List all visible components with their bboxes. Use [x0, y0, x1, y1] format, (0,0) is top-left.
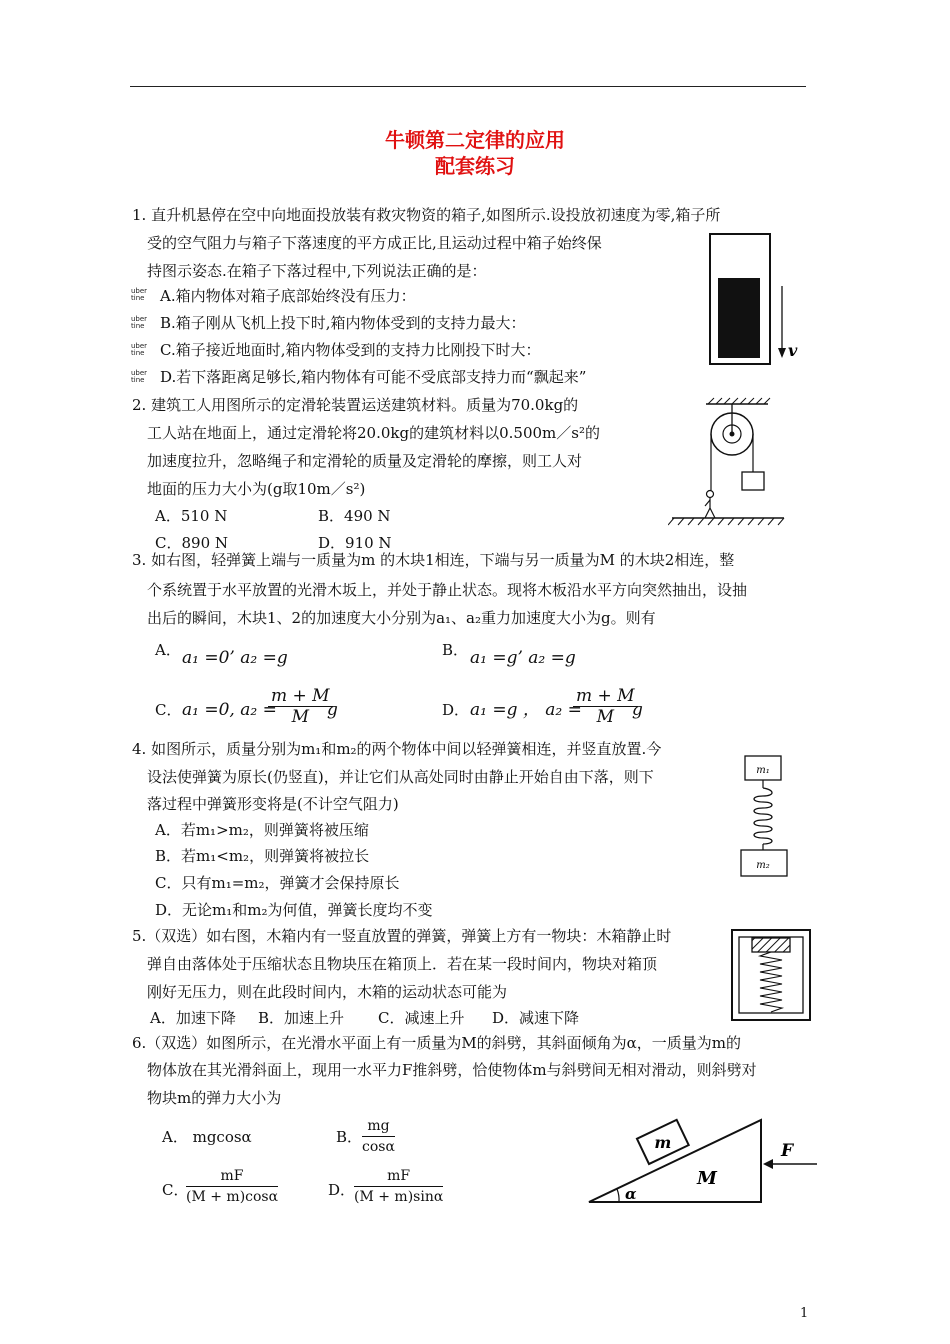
option-marker: uber tine: [131, 287, 148, 302]
q5-line: 5.（双选）如右图，木箱内有一竖直放置的弹簧，弹簧上方有一物块：木箱静止时: [132, 927, 672, 945]
q3-line: 出后的瞬间，木块1、2的加速度大小分别为a₁、a₂重力加速度大小为g。则有: [147, 609, 656, 627]
mass-2-label: m₂: [756, 860, 770, 871]
spring-box-figure: [730, 928, 814, 1024]
option-marker: uber tine: [131, 369, 148, 384]
q3-option-b-expr: a₁ =g’ a₂ =g: [470, 648, 576, 668]
q1-option-b: B.箱子刚从飞机上投下时,箱内物体受到的支持力最大：: [160, 314, 526, 332]
force-label: F: [781, 1141, 794, 1161]
q4-line: 4. 如图所示，质量分别为m₁和m₂的两个物体中间以轻弹簧相连，并竖直放置.今: [132, 740, 662, 758]
q2-line: 地面的压力大小为(g取10m／s²): [147, 480, 366, 498]
q2-line: 工人站在地面上，通过定滑轮将20.0kg的建筑材料以0.500m／s²的: [147, 424, 600, 442]
falling-box-figure: [700, 230, 810, 370]
option-marker: uber tine: [131, 342, 148, 357]
title-line-2: 配套练习: [435, 154, 515, 178]
q5-line: 刚好无压力，则在此段时间内，木箱的运动状态可能为: [147, 983, 508, 1001]
wedge-mass-label: M: [697, 1168, 717, 1189]
q6-line: 物块m的弹力大小为: [147, 1089, 282, 1107]
q3-option-c-expr: a₁ =0, a₂ =: [182, 700, 277, 720]
q3-option-d-fraction: $\frac{m + M}{M}$: [573, 686, 638, 727]
q4-option-c: C．只有m₁=m₂，弹簧才会保持原长: [155, 874, 400, 892]
q2-line: 2. 建筑工人用图所示的定滑轮装置运送建筑材料。质量为70.0kg的: [132, 396, 579, 414]
page-number: 1: [800, 1306, 809, 1321]
velocity-label: v: [788, 341, 798, 360]
q4-option-d: D．无论m₁和m₂为何值，弹簧长度均不变: [155, 901, 433, 919]
q1-line: 受的空气阻力与箱子下落速度的平方成正比,且运动过程中箱子始终保: [147, 234, 602, 252]
q5-option-c: C．减速上升: [378, 1009, 465, 1027]
q1-line: 持图示姿态.在箱子下落过程中,下列说法正确的是：: [147, 262, 487, 280]
header-rule: [130, 86, 806, 87]
q5-option-d: D．减速下降: [492, 1009, 580, 1027]
q6-option-b-fraction: $\frac{mg}{\cos\alpha}$: [362, 1118, 395, 1155]
q6-option-c-label: C．: [162, 1181, 189, 1199]
wedge-figure: [585, 1112, 825, 1208]
q2-option-c: C．890 N: [155, 534, 229, 552]
q3-option-b-label: B．: [442, 641, 469, 659]
block-mass-label: m: [654, 1132, 672, 1152]
q3-option-c-fraction: $\frac{m + M}{M}$: [268, 686, 333, 727]
mass-1-label: m₁: [756, 765, 770, 776]
q2-option-a: A．510 N: [155, 507, 228, 525]
q1-line: 1. 直升机悬停在空中向地面投放装有救灾物资的箱子,如图所示.设投放初速度为零,箱子所: [132, 206, 721, 224]
q6-option-a: A． mgcosα: [162, 1128, 252, 1146]
q3-option-d-tail: g: [632, 700, 643, 720]
q5-option-a: A．加速下降: [150, 1009, 236, 1027]
q3-option-a-expr: a₁ =0’ a₂ =g: [182, 648, 288, 668]
q3-line: 3. 如右图，轻弹簧上端与一质量为m 的木块1相连，下端与另一质量为M 的木块2相连，整: [132, 551, 735, 569]
q5-option-b: B．加速上升: [258, 1009, 345, 1027]
q3-option-d-expr: a₁ =g ， a₂ =: [470, 700, 582, 720]
q3-option-a-label: A．: [155, 641, 181, 659]
q4-line: 设法使弹簧为原长(仍竖直)，并让它们从高处同时由静止开始自由下落，则下: [147, 768, 654, 786]
q6-option-c-fraction: $\frac{mF}{(M + m)\cos\alpha}$: [186, 1168, 279, 1205]
q6-line: 6.（双选）如图所示，在光滑水平面上有一质量为M的斜劈，其斜面倾角为α，一质量为m的: [132, 1034, 742, 1052]
q1-option-a: A.箱内物体对箱子底部始终没有压力：: [160, 287, 416, 305]
q6-option-d-label: D．: [328, 1181, 356, 1199]
q6-option-b-label: B．: [336, 1128, 363, 1146]
spring-masses-figure: [735, 754, 795, 880]
q2-option-b: B．490 N: [318, 507, 391, 525]
option-marker: uber tine: [131, 315, 148, 330]
q1-option-d: D.若下落距离足够长,箱内物体有可能不受底部支持力而“飘起来”: [160, 368, 587, 386]
q3-line: 个系统置于水平放置的光滑木坂上，并处于静止状态。现将木板沿水平方向突然抽出，设抽: [147, 581, 748, 599]
q4-option-a: A．若m₁>m₂，则弹簧将被压缩: [155, 821, 369, 839]
q3-option-d-label: D．: [442, 701, 470, 719]
q6-option-d-fraction: $\frac{mF}{(M + m)\sin\alpha}$: [354, 1168, 444, 1205]
q2-line: 加速度拉升，忽略绳子和定滑轮的质量及定滑轮的摩擦，则工人对: [147, 452, 583, 470]
angle-label: α: [625, 1185, 637, 1203]
q2-option-d: D．910 N: [318, 534, 392, 552]
q6-line: 物体放在其光滑斜面上，现用一水平力F推斜劈，恰使物体m与斜劈间无相对滑动，则斜劈对: [147, 1061, 757, 1079]
q4-option-b: B．若m₁<m₂，则弹簧将被拉长: [155, 847, 370, 865]
q4-line: 落过程中弹簧形变将是(不计空气阻力): [147, 795, 399, 813]
q3-option-c-tail: g: [327, 700, 338, 720]
pulley-figure: [668, 396, 788, 528]
q3-option-c-label: C．: [155, 701, 182, 719]
q1-option-c: C.箱子接近地面时,箱内物体受到的支持力比刚投下时大：: [160, 341, 541, 359]
title-line-1: 牛顿第二定律的应用: [385, 128, 565, 152]
q5-line: 弹自由落体处于压缩状态且物块压在箱顶上．若在某一段时间内，物块对箱顶: [147, 955, 658, 973]
